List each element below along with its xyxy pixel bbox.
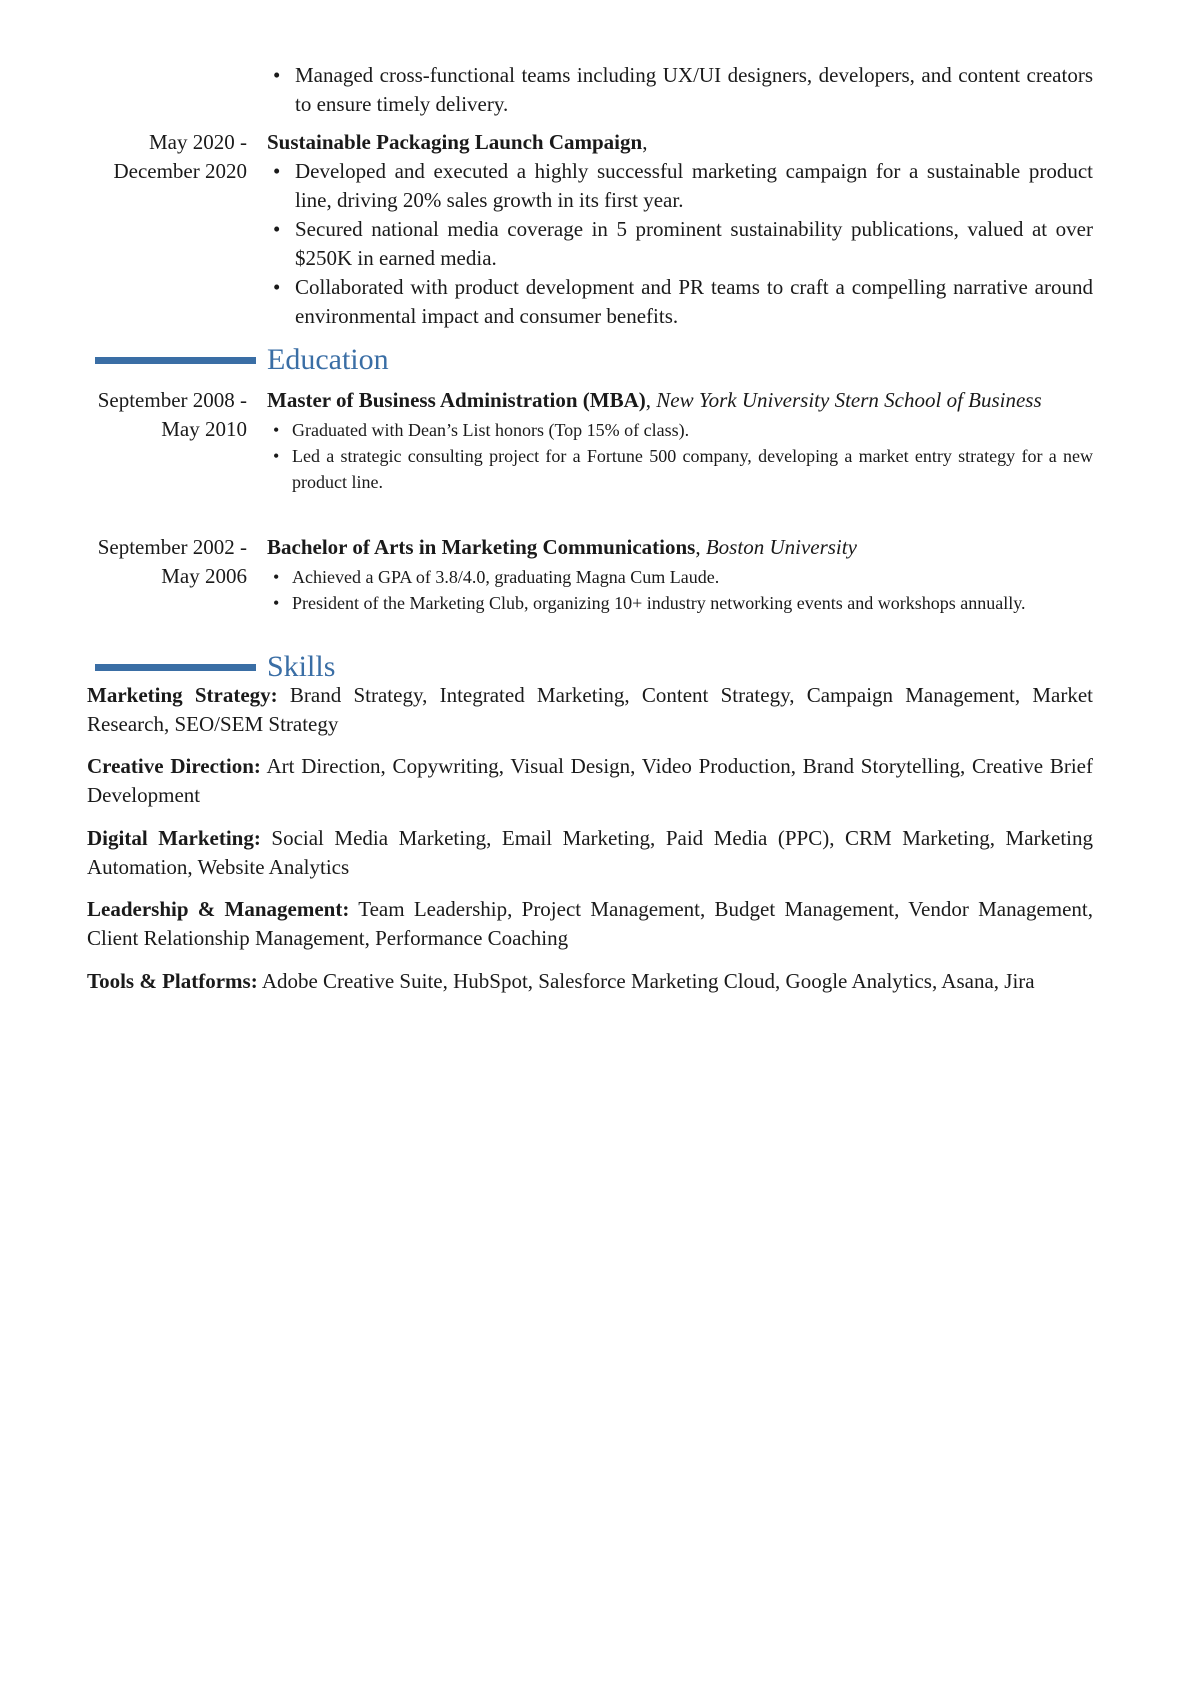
degree: Bachelor of Arts in Marketing Communications	[267, 535, 696, 559]
skill-group	[87, 681, 1093, 739]
skill-label: Leadership & Management:	[87, 897, 350, 921]
skill-items: Adobe Creative Suite, HubSpot, Salesforce Marketing Cloud, Google Analytics, Asana, Jira	[261, 969, 1035, 993]
skill-label: Creative Direction:	[87, 754, 261, 778]
skill-items: Social Media Marketing, Email Marketing, Paid Media (PPC), CRM Marketing, Marketing Automation, Website Analytics	[87, 826, 1093, 879]
education-entry: Bachelor of Arts in Marketing Communications, Boston University • Achieved a GPA of 3.8/4.0, graduating Magna Cum Laude. • President of the Marketing Club, organizing 10+ industry networking events and workshops annually.	[267, 533, 1093, 616]
bullet: • President of the Marketing Club, organizing 10+ industry networking events and workshops annually.	[267, 590, 1093, 616]
skill-items: Brand Strategy, Integrated Marketing, Content Strategy, Campaign Management, Market Research, SEO/SEM Strategy	[87, 683, 1094, 736]
skill-group	[87, 752, 1093, 810]
skill-label: Marketing Strategy:	[87, 683, 278, 707]
project-date: May 2020 - December 2020	[113, 130, 247, 183]
section-bar	[95, 664, 256, 671]
project-title: Sustainable Packaging Launch Campaign	[267, 130, 643, 154]
school: Boston University	[705, 535, 857, 559]
skill-items: Art Direction, Copywriting, Visual Design, Video Production, Brand Storytelling, Creative Brief Development	[87, 754, 1093, 807]
skill-label: Tools & Platforms:	[87, 969, 258, 993]
section-title: Education	[267, 343, 389, 376]
bullet: • Graduated with Dean’s List honors (Top 15% of class).	[267, 417, 1093, 443]
bullet: • Achieved a GPA of 3.8/4.0, graduating Magna Cum Laude.	[267, 564, 1093, 590]
skill-label: Digital Marketing:	[87, 826, 261, 850]
skill-group	[87, 824, 1093, 882]
education-date: September 2008 - May 2010	[97, 388, 247, 441]
school: New York University Stern School of Business	[656, 388, 1042, 412]
section-title: Skills	[267, 650, 336, 683]
education-entry: Master of Business Administration (MBA), New York University Stern School of Business • Graduated with Dean’s List honors (Top 15% of class). • Led a strategic consulting project for a Fortune 500 company, developing a market entry strategy for a new product line.	[267, 386, 1093, 495]
bullet: • Developed and executed a highly successful marketing campaign for a sustainable product line, driving 20% sales growth in its first year.	[267, 157, 1093, 215]
bullet: • Secured national media coverage in 5 prominent sustainability publications, valued at over $250K in earned media.	[267, 215, 1093, 273]
experience-continued	[267, 61, 1093, 119]
education-section-header	[95, 342, 1095, 382]
section-bar	[95, 357, 256, 364]
bullet: • Led a strategic consulting project for a Fortune 500 company, developing a market entry strategy for a new product line.	[267, 443, 1093, 495]
skill-group	[87, 895, 1093, 953]
skill-group	[87, 967, 1093, 996]
project-entry: Sustainable Packaging Launch Campaign, • Developed and executed a highly successful marketing campaign for a sustainable product line, driving 20% sales growth in its first year. • Secured national media coverage in 5 prominent sustainability publications, valued at over $250K in earned media. • Collaborated with product development and PR teams to craft a compelling narrative around environmental impact and consumer benefits.	[267, 128, 1093, 331]
skill-items: Team Leadership, Project Management, Budget Management, Vendor Management, Client Relationship Management, Performance Coaching	[87, 897, 1094, 950]
bullet: • Managed cross-functional teams including UX/UI designers, developers, and content creators to ensure timely delivery.	[267, 61, 1093, 119]
degree: Master of Business Administration (MBA)	[267, 388, 646, 412]
education-date: September 2002 - May 2006	[97, 535, 247, 588]
bullet: • Collaborated with product development and PR teams to craft a compelling narrative around environmental impact and consumer benefits.	[267, 273, 1093, 331]
